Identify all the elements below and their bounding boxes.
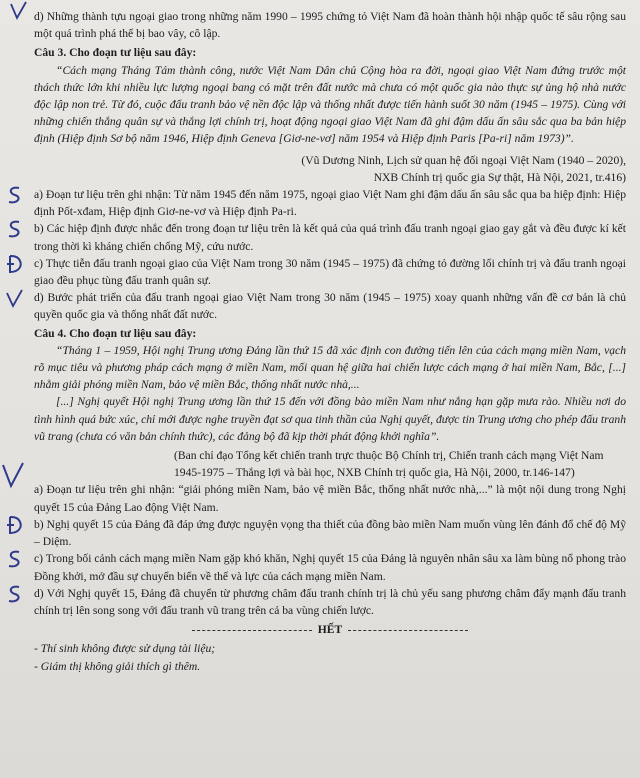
q3-option-b: [34, 220, 626, 254]
question-3-source-line1: (Vũ Dương Ninh, Lịch sử quan hệ đối ngoại Việt Nam (1940 – 2020),: [301, 153, 626, 167]
check-mark-icon: [8, 0, 30, 22]
q4-option-c: [34, 550, 626, 584]
note-line: - Thí sinh không được sử dụng tài liệu;: [34, 642, 216, 656]
handwritten-s-icon: [4, 218, 26, 240]
question-3-quote: “Cách mạng Tháng Tám thành công, nước Việt Nam Dân chủ Cộng hòa ra đời, ngoại giao Việt Nam đứng trước một thách thức lớn khi nhiều lực lượng ngoại bang có mặt trên đất nước mà chưa có một quốc gia nào thực sự ủng hộ nhà nước độc lập non trẻ. Từ đó, cuộc đấu tranh bảo vệ nền độc lập và thống nhất được tiến hành suốt 30 năm (1945 – 1975). Cùng với những chiến thắng quân sự và thắng lợi chính trị, hoạt động ngoại giao Việt Nam đã ghi đậm dấu ấn sâu sắc qua ba bản hiệp định (Hiệp định Sơ bộ năm 1946, Hiệp định Geneva [Giơ-ne-vơ] năm 1954 và Hiệp định Paris [Pa-ri] năm 1973)”.: [34, 63, 626, 146]
q4-option-c-text: c) Trong bối cảnh cách mạng miền Nam gặp khó khăn, Nghị quyết 15 của Đảng là nguyên nhân sâu xa làm bùng nổ phong trào Đồng khởi, mở đầu sự chuyển biến về thế và lực của cách mạng miền Nam.: [34, 552, 626, 583]
q4-option-b: [34, 516, 626, 550]
handwritten-s-icon: [4, 548, 26, 570]
question-4-title: Câu 4. Cho đoạn tư liệu sau đây:: [34, 326, 197, 340]
handwritten-d-icon: [4, 253, 26, 275]
handwritten-d-icon: [4, 514, 26, 536]
q2-option-d-text: d) Những thành tựu ngoại giao trong những năm 1990 – 1995 chứng tỏ Việt Nam đã hoàn thành hội nhập quốc tế sâu rộng sau một quá trình phá thế bị bao vây, cô lập.: [34, 10, 626, 41]
q3-option-c: [34, 255, 626, 289]
q3-option-c-text: c) Thực tiễn đấu tranh ngoại giao của Việt Nam trong 30 năm (1945 – 1975) đã chứng tỏ đường lối chính trị và đấu tranh ngoại giao đều phục tùng đấu tranh quân sự.: [34, 256, 626, 288]
q3-option-a-text: a) Đoạn tư liệu trên ghi nhận: Từ năm 1945 đến năm 1975, ngoại giao Việt Nam ghi đậm dấu ấn sâu sắc qua ba hiệp định: Hiệp định Pốt-xđam, Hiệp định Giơ-ne-vơ và Hiệp định Pa-ri.: [34, 188, 626, 219]
check-mark-icon: [0, 461, 26, 489]
end-marker: [34, 621, 626, 638]
question-4-quote-part1: “Tháng 1 – 1959, Hội nghị Trung ương Đảng lần thứ 15 đã xác định con đường tiến lên của cách mạng miền Nam, vạch rõ mục tiêu và phương pháp cách mạng ở miền Nam, mối quan hệ giữa hai chiến lược cách mạng ở hai miền Nam, Bắc, [...] nhằm giải phóng miền Nam, bảo vệ miền Bắc, thống nhất nước nhà,...: [34, 343, 626, 392]
question-4-quote-part2: [...] Nghị quyết Hội nghị Trung ương lần thứ 15 đến với đồng bào miền Nam như nắng hạn gặp mưa rào. Nhiều nơi do tình hình quá bức xúc, chỉ mới được nghe truyền đạt sơ qua tinh thần của Nghị quyết, được tin Trung ương cho phép đấu tranh vũ trang (chưa có văn bản chính thức), các đảng bộ đã kịp thời phát động khởi nghĩa”.: [34, 395, 626, 443]
q4-option-a-text: a) Đoạn tư liệu trên ghi nhận: “giải phóng miền Nam, bảo vệ miền Bắc, thống nhất nước nhà,...” là một nội dung trong Nghị quyết 15 của Đảng Lao động Việt Nam.: [34, 483, 626, 514]
q3-option-a: [34, 186, 626, 220]
question-3-title: Câu 3. Cho đoạn tư liệu sau đây:: [34, 46, 197, 60]
divider: [192, 630, 312, 631]
q2-option-d: [34, 8, 626, 42]
q4-option-a: [34, 481, 626, 515]
q3-option-d: [34, 289, 626, 323]
q4-option-d-text: d) Với Nghị quyết 15, Đảng đã chuyển từ phương châm đấu tranh chính trị là chủ yếu sang phương châm đẩy mạnh đấu tranh chính trị lên song song với đấu tranh vũ trang trên cả ba vùng chiến lược.: [34, 586, 626, 617]
question-3-source-line2: NXB Chính trị quốc gia Sự thật, Hà Nội, 2021, tr.416): [373, 170, 626, 184]
question-4-source-line2: 1945-1975 – Thắng lợi và bài học, NXB Chính trị quốc gia, Hà Nội, 2000, tr.146-147): [174, 466, 575, 480]
q4-option-d: [34, 585, 626, 619]
handwritten-s-icon: [4, 583, 26, 605]
q3-option-b-text: b) Các hiệp định được nhắc đến trong đoạn tư liệu trên là kết quả của quá trình đấu tranh ngoại giao gay gắt và đều được kí kết trong thời kì kháng chiến chống Mỹ, cứu nước.: [34, 222, 626, 253]
q4-option-b-text: b) Nghị quyết 15 của Đảng đã đáp ứng được nguyện vọng tha thiết của đồng bào miền Nam muốn vùng lên đánh đổ chế độ Mỹ – Diệm.: [34, 517, 626, 549]
exam-page: [34, 8, 626, 675]
check-mark-icon: [4, 287, 26, 309]
exam-notes: [34, 640, 626, 674]
divider: [348, 630, 468, 631]
note-line: - Giám thị không giải thích gì thêm.: [34, 659, 201, 673]
q3-option-d-text: d) Bước phát triển của đấu tranh ngoại giao Việt Nam trong 30 năm (1945 – 1975) xoay quanh những vấn đề cơ bản là chủ quyền quốc gia và thống nhất đất nước.: [34, 291, 626, 322]
question-4-source-line1: (Ban chỉ đạo Tổng kết chiến tranh trực thuộc Bộ Chính trị, Chiến tranh cách mạng Việt Nam: [174, 449, 604, 463]
end-text: HẾT: [317, 623, 343, 637]
handwritten-s-icon: [4, 184, 26, 206]
